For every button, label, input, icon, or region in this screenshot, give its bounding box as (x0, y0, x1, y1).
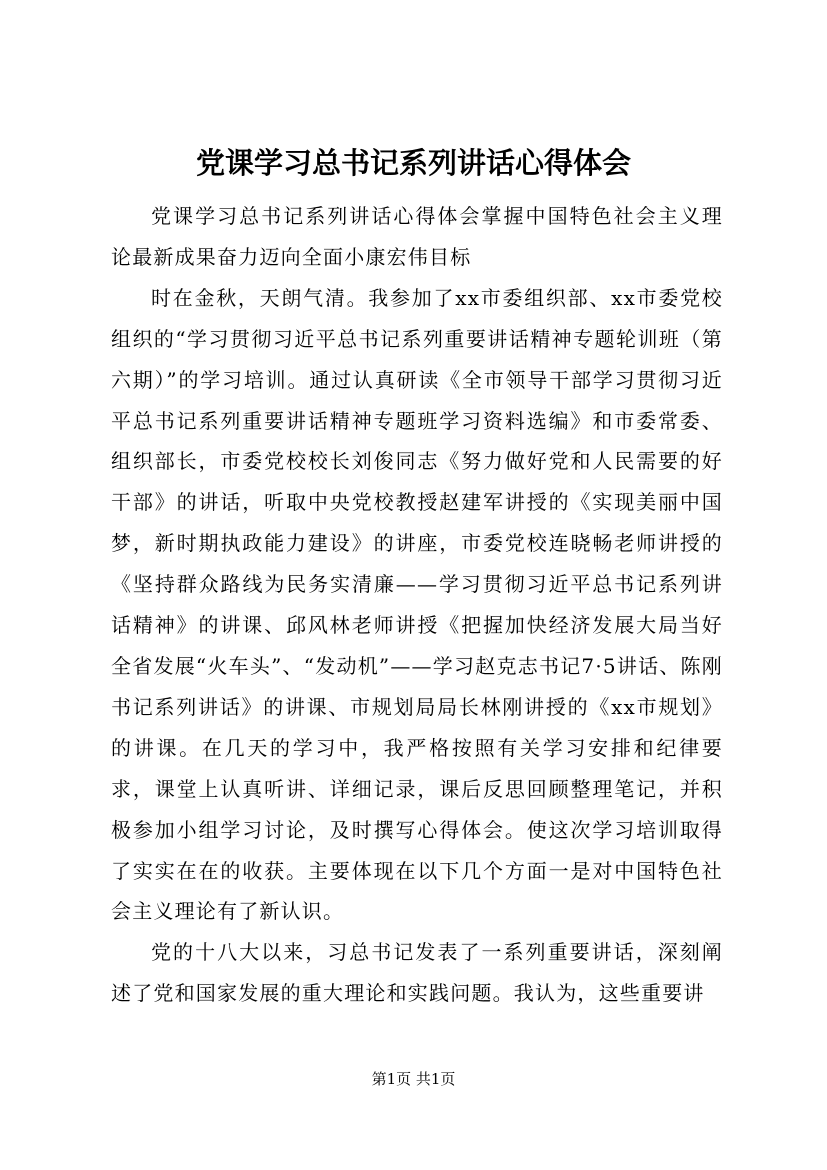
document-body (111, 196, 723, 1014)
paragraph-intro: 党课学习总书记系列讲话心得体会掌握中国特色社会主义理论最新成果奋力迈向全面小康宏伟目标 (111, 204, 723, 269)
paragraph-continuation: 党的十八大以来，习总书记发表了一系列重要讲话，深刻阐述了党和国家发展的重大理论和实践问题。我认为，这些重要讲 (111, 940, 723, 1006)
document-title: 党课学习总书记系列讲话心得体会 (195, 146, 631, 180)
paragraph-main: 时在金秋，天朗气清。我参加了xx市委组织部、xx市委党校组织的“学习贯彻习近平总书记系列重要讲话精神专题轮训班（第六期）”的学习培训。通过认真研读《全市领导干部学习贯彻习近平总书记系列重要讲话精神专题班学习资料选编》和市委常委、组织部长，市委党校校长刘俊同志《努力做好党和人民需要的好干部》的讲话，听取中央党校教授赵建军讲授的《实现美丽中国梦，新时期执政能力建设》的讲座，市委党校连晓畅老师讲授的《坚持群众路线为民务实清廉——学习贯彻习近平总书记系列讲话精神》的讲课、邱风林老师讲授《把握加快经济发展大局当好全省发展“火车头”、“发动机”——学习赵克志书记7·5讲话、陈刚书记系列讲话》的讲课、市规划局局长林刚讲授的《xx市规划》的讲课。在几天的学习中，我严格按照有关学习安排和纪律要求，课堂上认真听讲、详细记录，课后反思回顾整理笔记，并积极参加小组学习讨论，及时撰写心得体会。使这次学习培训取得了实实在在的收获。主要体现在以下几个方面一是对中国特色社会主义理论有了新认识。 (111, 285, 723, 924)
page-footer: 第1页 共1页 (371, 1070, 456, 1088)
